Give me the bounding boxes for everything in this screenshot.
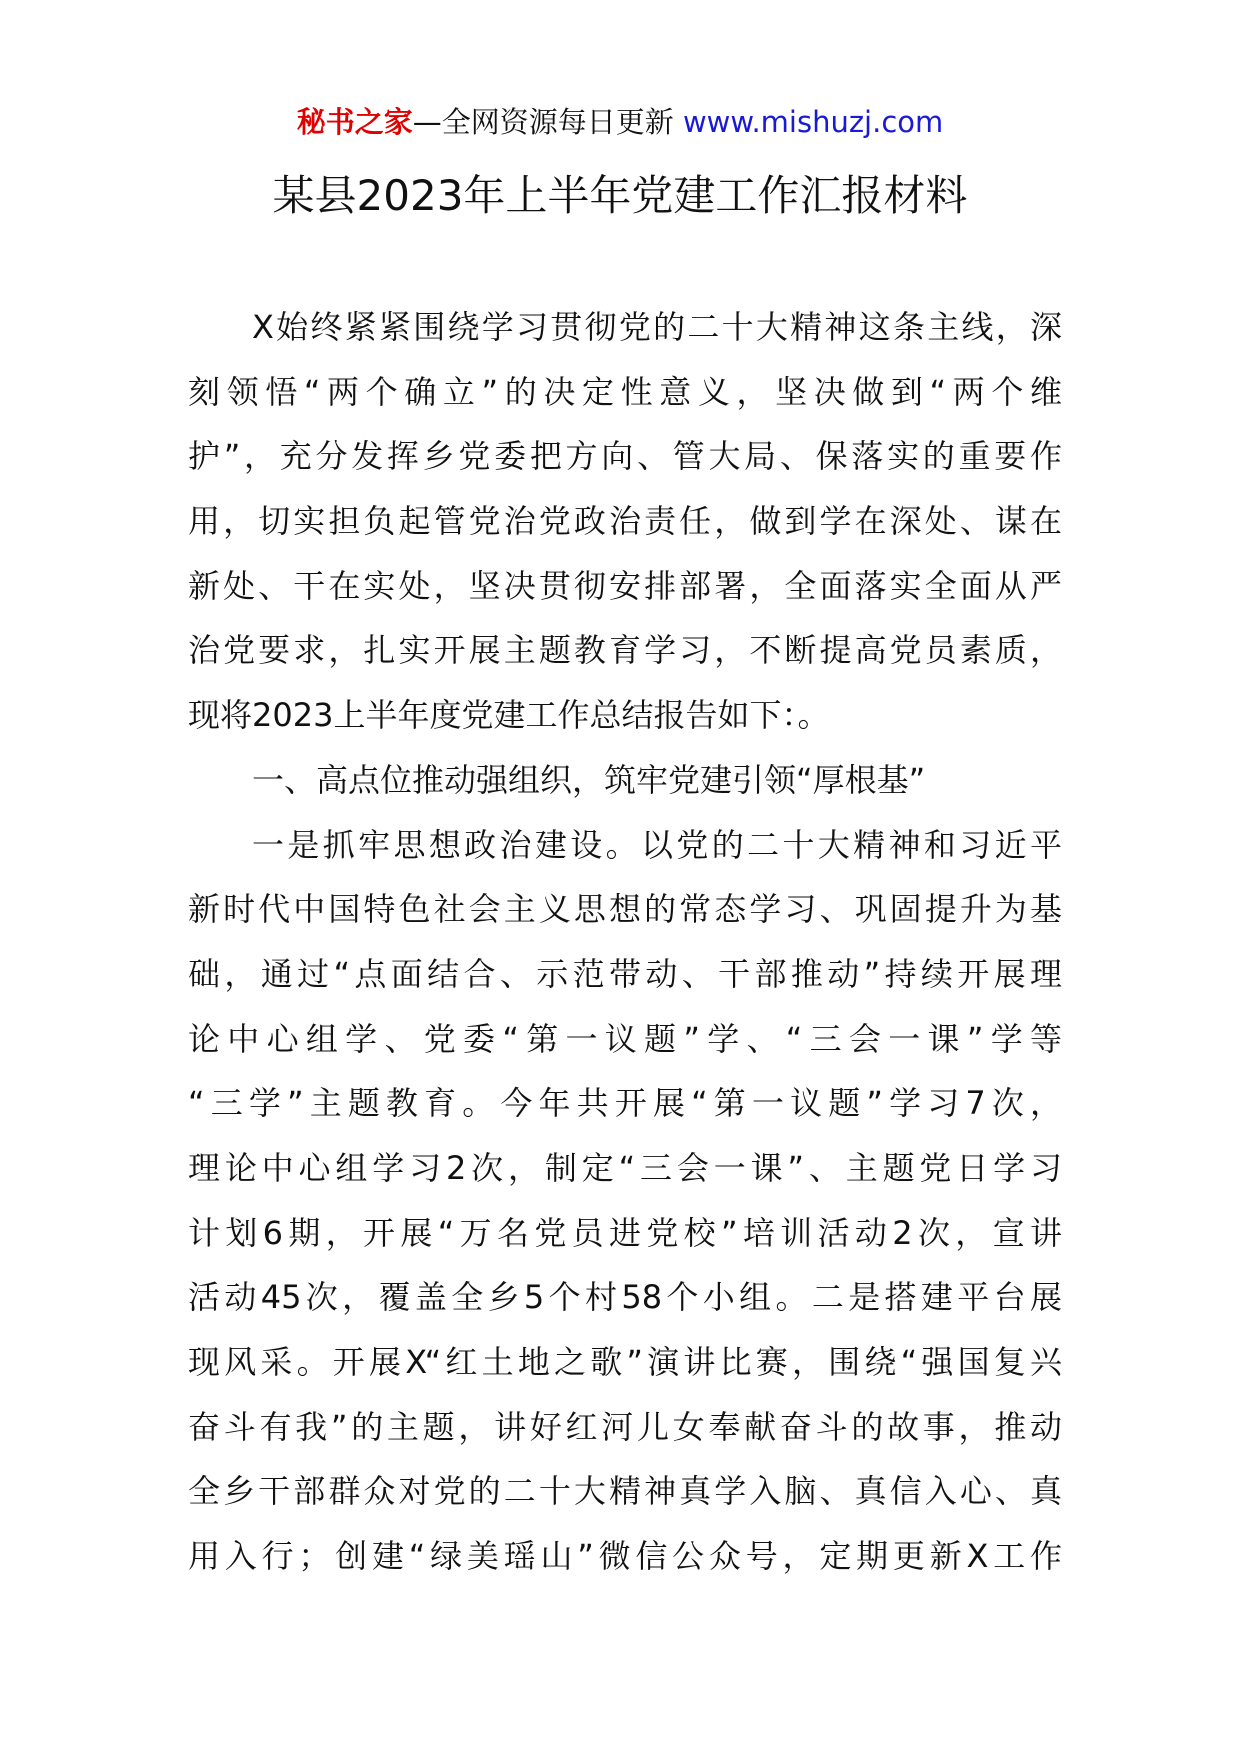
body-line: 治党要求，扎实开展主题教育学习，不断提高党员素质， xyxy=(188,631,1062,670)
body-line: X始终紧紧围绕学习贯彻党的二十大精神这条主线，深 xyxy=(252,308,1062,346)
brand-name: 秘书之家 xyxy=(296,105,413,139)
document-title: 某县2023年上半年党建工作汇报材料 xyxy=(272,171,968,220)
body-line: 计划6期，开展“万名党员进党校”培训活动2次，宣讲 xyxy=(188,1213,1062,1252)
site-url-link[interactable]: www.mishuzj.com xyxy=(682,105,944,139)
body-line: 用入行；创建“绿美瑶山”微信公众号，定期更新X工作 xyxy=(188,1537,1062,1576)
body-line: 现将2023上半年度党建工作总结报告如下：。 xyxy=(188,696,830,735)
body-line: 论中心组学、党委“第一议题”学、“三会一课”学等 xyxy=(188,1019,1062,1058)
section-heading: 一、高点位推动强组织，筑牢党建引领“厚根基” xyxy=(252,760,926,799)
body-line: 理论中心组学习2次，制定“三会一课”、主题党日学习 xyxy=(188,1148,1062,1187)
body-line: 全乡干部群众对党的二十大精神真学入脑、真信入心、真 xyxy=(188,1472,1062,1511)
body-line: 护”，充分发挥乡党委把方向、管大局、保落实的重要作 xyxy=(188,437,1062,476)
body-line: 础，通过“点面结合、示范带动、干部推动”持续开展理 xyxy=(188,954,1062,993)
body-line: 新时代中国特色社会主义思想的常态学习、巩固提升为基 xyxy=(188,890,1062,929)
body-line: 现风采。开展X“红土地之歌”演讲比赛，围绕“强国复兴 xyxy=(188,1343,1062,1381)
site-banner xyxy=(0,102,1240,142)
body-line: 活动45次，覆盖全乡5个村58个小组。二是搭建平台展 xyxy=(188,1278,1062,1317)
body-line: “三学”主题教育。今年共开展“第一议题”学习7次， xyxy=(188,1084,1062,1123)
banner-tagline: —全网资源每日更新 xyxy=(412,105,674,139)
body-line: 奋斗有我”的主题，讲好红河儿女奉献奋斗的故事，推动 xyxy=(188,1407,1062,1446)
body-line: 一是抓牢思想政治建设。以党的二十大精神和习近平 xyxy=(252,825,1062,864)
body-line: 用，切实担负起管党治党政治责任，做到学在深处、谋在 xyxy=(188,502,1062,541)
body-line: 刻领悟“两个确立”的决定性意义，坚决做到“两个维 xyxy=(188,372,1062,411)
document-body xyxy=(188,295,1062,1589)
body-line: 新处、干在实处，坚决贯彻安排部署，全面落实全面从严 xyxy=(188,566,1062,605)
